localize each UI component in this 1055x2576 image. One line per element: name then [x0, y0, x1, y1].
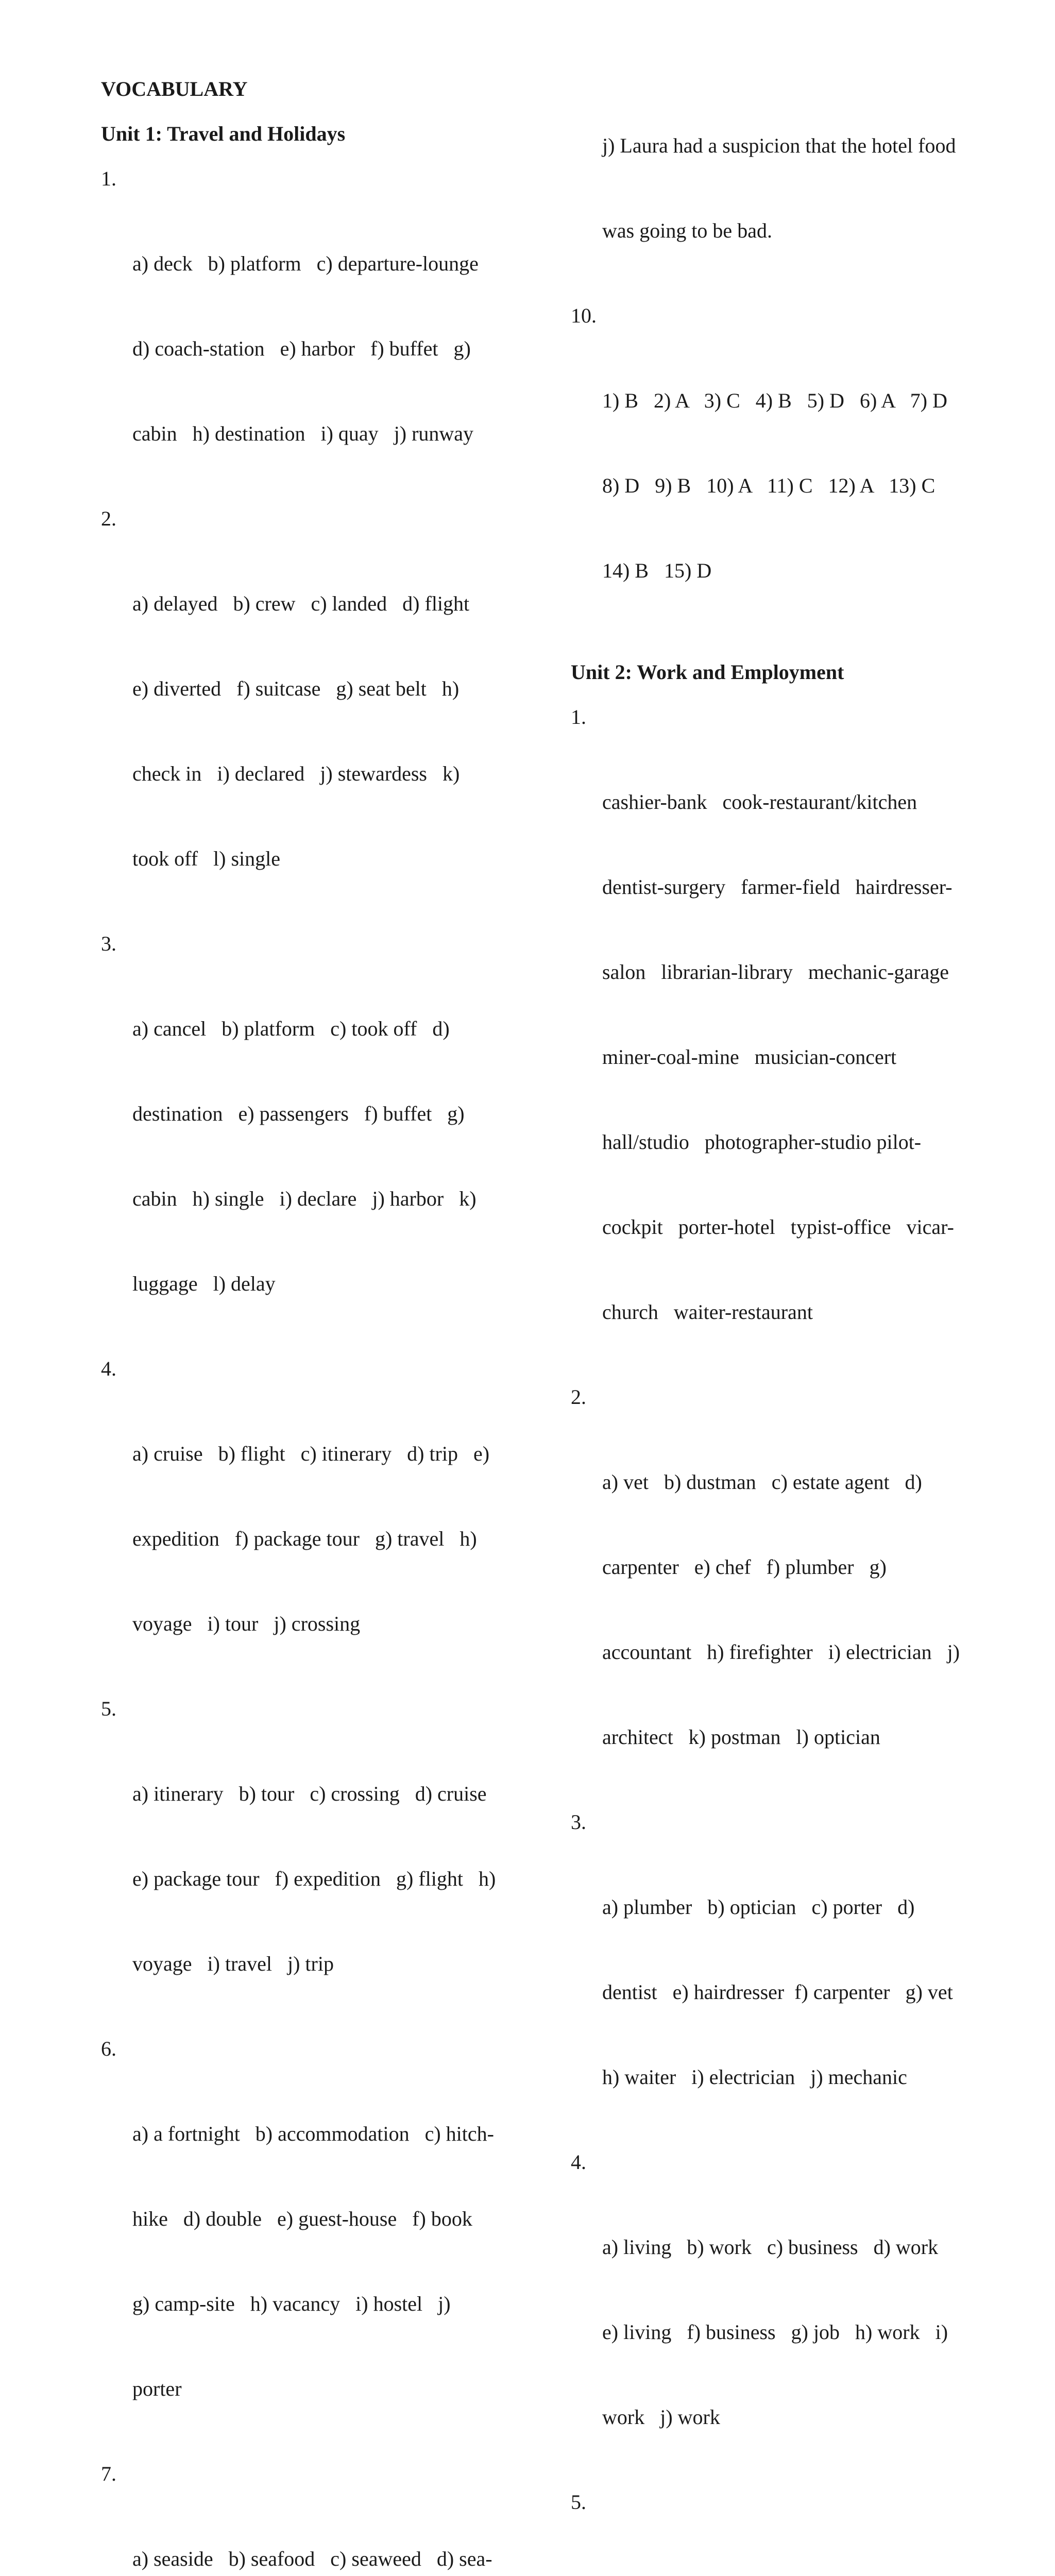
item-number: 1.	[571, 705, 586, 728]
answer-line: 1) B 2) A 3) C 4) B 5) D 6) A 7) D	[602, 389, 947, 412]
answer-line: voyage i) travel j) trip	[132, 1952, 334, 1975]
answer-line: cabin h) destination i) quay j) runway	[132, 422, 474, 445]
answer-line: architect k) postman l) optician	[602, 1725, 880, 1749]
answer-line: church waiter-restaurant	[602, 1300, 813, 1324]
answer-line: check in i) declared j) stewardess k)	[132, 762, 460, 785]
answer-line: porter	[132, 2377, 182, 2400]
answer-line: j) Laura had a suspicion that the hotel food	[602, 134, 956, 157]
answer-line: a) delayed b) crew c) landed d) flight	[132, 592, 470, 615]
list-item	[101, 1354, 518, 1694]
answer-line: a) vet b) dustman c) estate agent d)	[602, 1470, 922, 1494]
list-item	[571, 1383, 993, 1808]
answer-line: a) deck b) platform c) departure-lounge	[132, 252, 479, 275]
item-number: 7.	[101, 2462, 116, 2485]
answer-line: a) living b) work c) business d) work	[602, 2235, 939, 2259]
list-item	[571, 2148, 993, 2488]
list-item	[101, 2460, 518, 2576]
answer-line: carpenter e) chef f) plumber g)	[602, 1555, 887, 1579]
item-number: 1.	[101, 167, 116, 190]
list-item	[571, 1808, 993, 2148]
answer-line: e) package tour f) expedition g) flight h)	[132, 1867, 496, 1890]
item-number: 4.	[101, 1357, 116, 1380]
list-item	[571, 703, 993, 1383]
answer-line: g) camp-site h) vacancy i) hostel j)	[132, 2292, 451, 2315]
item-number: 5.	[101, 1697, 116, 1720]
answer-line	[602, 2573, 993, 2576]
answer-line: took off l) single	[132, 847, 281, 870]
answer-line: a) itinerary b) tour c) crossing d) cruise	[132, 1782, 487, 1805]
item-number: 3.	[101, 932, 116, 955]
answer-line: work j) work	[602, 2405, 720, 2429]
answer-line: a) cancel b) platform c) took off d)	[132, 1017, 450, 1040]
answer-line: e) living f) business g) job h) work i)	[602, 2320, 948, 2344]
list-item	[571, 301, 993, 641]
answer-line: a) cruise b) flight c) itinerary d) trip e)	[132, 1442, 490, 1465]
unit2-heading: Unit 2: Work and Employment	[571, 660, 844, 684]
answer-line: a) plumber b) optician c) porter d)	[602, 1895, 915, 1919]
list-item	[101, 929, 518, 1354]
answer-line: h) waiter i) electrician j) mechanic	[602, 2065, 907, 2089]
answer-line: cabin h) single i) declare j) harbor k)	[132, 1187, 477, 1210]
answer-line: accountant h) firefighter i) electrician j)	[602, 1640, 960, 1664]
answer-line: e) diverted f) suitcase g) seat belt h)	[132, 677, 460, 700]
list-item	[571, 2488, 993, 2576]
answer-line: a) seaside b) seafood c) seaweed d) sea-	[132, 2547, 492, 2570]
right-column	[571, 75, 993, 2576]
answer-line: 8) D 9) B 10) A 11) C 12) A 13) C	[602, 474, 935, 497]
answer-line: dentist-surgery farmer-field hairdresser-	[602, 875, 952, 899]
list-item	[101, 504, 518, 929]
answer-line: 14) B 15) D	[602, 559, 712, 582]
answer-line: hike d) double e) guest-house f) book	[132, 2207, 472, 2230]
list-item-continued	[571, 75, 993, 301]
item-number: 6.	[101, 2037, 116, 2060]
answer-line: dentist e) hairdresser f) carpenter g) vet	[602, 1980, 953, 2004]
answer-line: cashier-bank cook-restaurant/kitchen	[602, 790, 917, 814]
answer-line: a) a fortnight b) accommodation c) hitch-	[132, 2122, 494, 2145]
answer-line: salon librarian-library mechanic-garage	[602, 960, 949, 984]
list-item	[101, 1694, 518, 2035]
answer-line: d) coach-station e) harbor f) buffet g)	[132, 337, 471, 360]
answer-line: expedition f) package tour g) travel h)	[132, 1527, 477, 1550]
unit2-answer-list	[571, 703, 993, 2576]
unit1-answer-list-continued	[571, 75, 993, 641]
item-number: 2.	[101, 507, 116, 530]
item-number: 3.	[571, 1810, 586, 1834]
list-item	[101, 2035, 518, 2460]
answer-line: voyage i) tour j) crossing	[132, 1612, 361, 1635]
left-column	[101, 75, 518, 2576]
answer-line: cockpit porter-hotel typist-office vicar-	[602, 1215, 954, 1239]
answer-line: hall/studio photographer-studio pilot-	[602, 1130, 922, 1154]
answer-line: luggage l) delay	[132, 1272, 276, 1295]
item-number: 5.	[571, 2490, 586, 2514]
unit1-heading: Unit 1: Travel and Holidays	[101, 122, 346, 145]
item-number: 2.	[571, 1385, 586, 1409]
item-number: 10.	[571, 304, 597, 327]
unit1-answer-list	[101, 164, 518, 2576]
answer-line: was going to be bad.	[602, 219, 772, 242]
document-title: VOCABULARY	[101, 77, 248, 100]
list-item	[101, 164, 518, 504]
answer-line: miner-coal-mine musician-concert	[602, 1045, 897, 1069]
answer-line: destination e) passengers f) buffet g)	[132, 1102, 465, 1125]
item-number: 4.	[571, 2150, 586, 2174]
